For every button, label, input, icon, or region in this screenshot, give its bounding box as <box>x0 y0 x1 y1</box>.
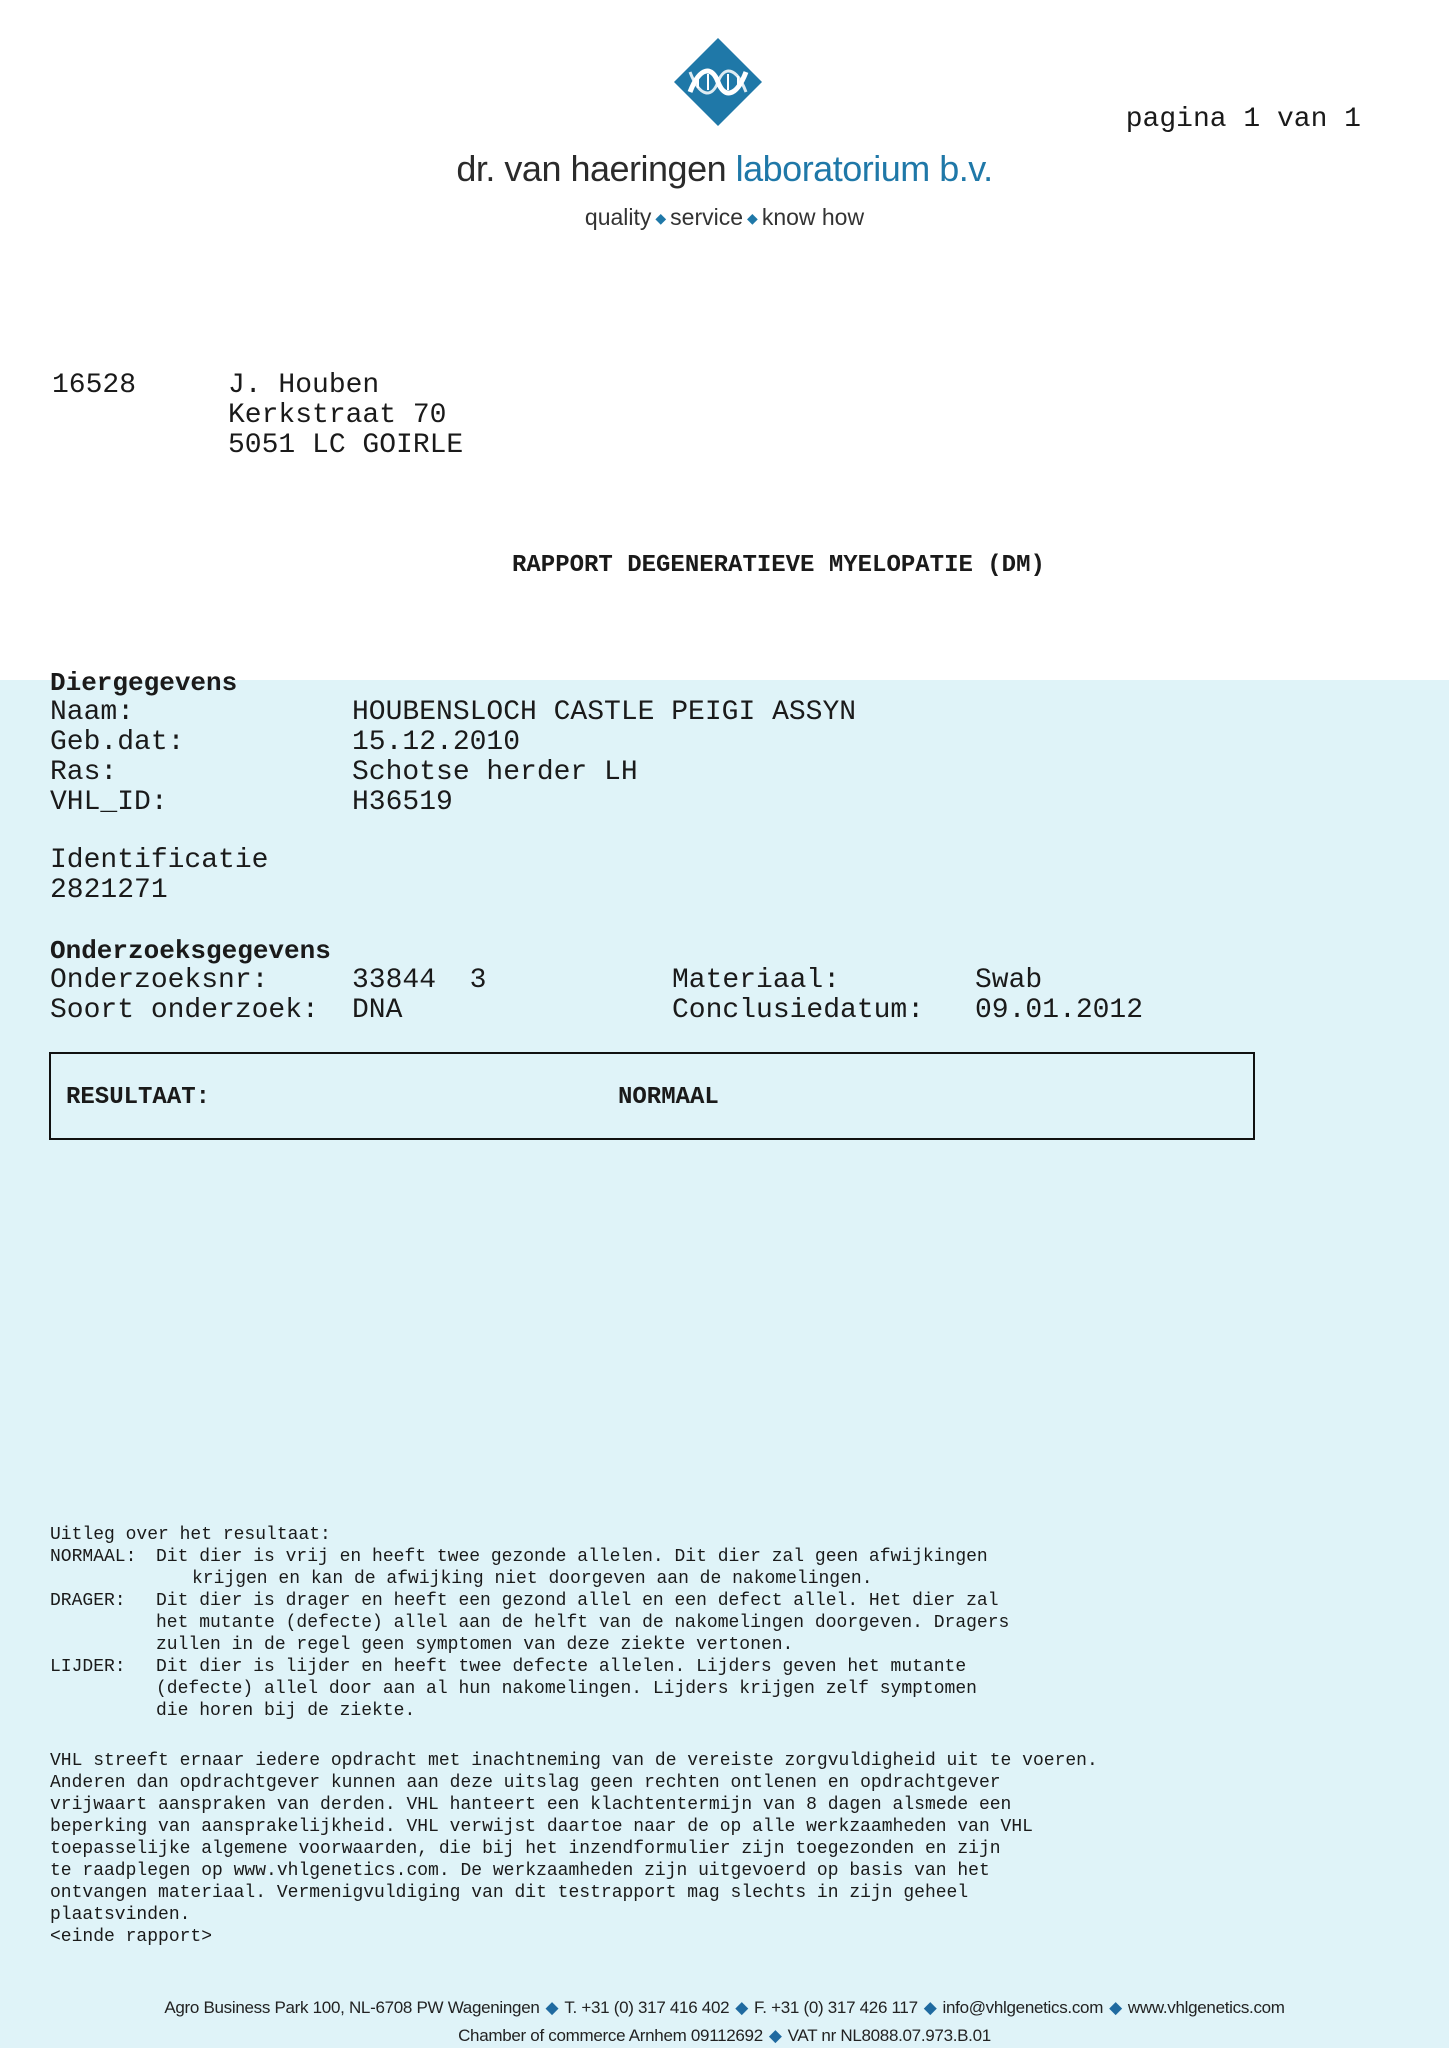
lijder-line-1: Dit dier is lijder en heeft twee defecte allelen. Lijders geven het mutante <box>156 1657 967 1677</box>
footer-fax: F. +31 (0) 317 426 117 <box>754 1998 918 2017</box>
normaal-line-2: krijgen en kan de afwijking niet doorgeven aan de nakomelingen. <box>192 1569 873 1589</box>
normaal-term: NORMAAL: <box>50 1547 137 1567</box>
footer-phone: T. +31 (0) 317 416 402 <box>564 1998 730 2017</box>
diamond-separator-icon: ◆ <box>655 210 667 227</box>
recipient-city: 5051 LC GOIRLE <box>228 430 464 461</box>
material-value: Swab <box>975 965 1043 996</box>
conclusion-date-value: 09.01.2012 <box>975 995 1144 1026</box>
animal-name-label: Naam: <box>50 697 135 728</box>
lab-name-prefix: dr. van haeringen <box>456 148 736 189</box>
disclaimer-line-1: VHL streeft ernaar iedere opdracht met inachtneming van de vereiste zorgvuldigheid uit te voeren. <box>50 1751 1098 1771</box>
result-value: NORMAAL <box>618 1084 719 1111</box>
drager-term: DRAGER: <box>50 1591 126 1611</box>
drager-line-2: het mutante (defecte) allel aan de helft van de nakomelingen doorgeven. Dragers <box>156 1613 1010 1633</box>
footer-vat: VAT nr NL8088.07.973.B.01 <box>787 2026 991 2045</box>
tagline-quality: quality <box>584 204 652 230</box>
footer-email: info@vhlgenetics.com <box>942 1998 1104 2017</box>
normaal-line-1: Dit dier is vrij en heeft twee gezonde allelen. Dit dier zal geen afwijkingen <box>156 1547 988 1567</box>
disclaimer-line-4: beperking van aansprakelijkheid. VHL verwijst daartoe naar de op alle werkzaamheden van VHL <box>50 1817 1033 1837</box>
lijder-line-2: (defecte) allel door aan al hun nakomelingen. Lijders krijgen zelf symptomen <box>156 1679 977 1699</box>
dna-diamond-logo-icon <box>672 36 764 128</box>
diamond-separator-icon: ◆ <box>768 2026 782 2045</box>
disclaimer-line-2: Anderen dan opdrachtgever kunnen aan deze uitslag geen rechten ontlenen en opdrachtgever <box>50 1773 1001 1793</box>
disclaimer-line-3: vrijwaart aanspraken van derden. VHL hanteert een klachtentermijn van 8 dagen alsmede een <box>50 1795 1012 1815</box>
diamond-separator-icon: ◆ <box>545 1998 559 2017</box>
footer-registration-line <box>0 2026 1449 2046</box>
examination-data-heading: Onderzoeksgegevens <box>50 936 331 966</box>
identification-value: 2821271 <box>50 875 168 906</box>
disclaimer-line-8: plaatsvinden. <box>50 1905 191 1925</box>
recipient-street: Kerkstraat 70 <box>228 400 447 431</box>
customer-number: 16528 <box>52 370 137 401</box>
diamond-separator-icon: ◆ <box>747 210 758 227</box>
exam-number-label: Onderzoeksnr: <box>50 965 269 996</box>
exam-type-label: Soort onderzoek: <box>50 995 319 1026</box>
vhl-id-value: H36519 <box>352 787 453 818</box>
dob-value: 15.12.2010 <box>352 727 521 758</box>
end-of-report: <einde rapport> <box>50 1927 213 1947</box>
drager-line-1: Dit dier is drager en heeft een gezond allel en een defect allel. Het dier zal <box>156 1591 999 1611</box>
dob-label: Geb.dat: <box>50 727 185 758</box>
vhl-id-label: VHL_ID: <box>50 787 168 818</box>
breed-label: Ras: <box>50 757 118 788</box>
footer-contact-line <box>0 1998 1449 2018</box>
page-indicator: pagina 1 van 1 <box>1125 104 1361 135</box>
conclusion-date-label: Conclusiedatum: <box>672 995 925 1026</box>
tagline-service: service <box>670 204 744 230</box>
footer-chamber: Chamber of commerce Arnhem 09112692 <box>458 2026 763 2045</box>
tagline-know-how: know how <box>761 204 865 230</box>
exam-type-value: DNA <box>352 995 403 1026</box>
drager-line-3: zullen in de regel geen symptomen van deze ziekte vertonen. <box>156 1635 794 1655</box>
identification-label: Identificatie <box>50 845 269 876</box>
animal-data-heading: Diergegevens <box>50 668 238 698</box>
disclaimer-line-5: toepasselijke algemene voorwaarden, die bij het inzendformulier zijn toegezonden en zijn <box>50 1839 1001 1859</box>
result-label: RESULTAAT: <box>66 1084 211 1111</box>
footer-website: www.vhlgenetics.com <box>1127 1998 1285 2017</box>
exam-number-value: 33844 3 <box>352 965 487 996</box>
breed-value: Schotse herder LH <box>352 757 638 788</box>
disclaimer-line-6: te raadplegen op www.vhlgenetics.com. De werkzaamheden zijn uitgevoerd op basis van het <box>50 1861 990 1881</box>
explanation-intro: Uitleg over het resultaat: <box>50 1525 331 1545</box>
lijder-term: LIJDER: <box>50 1657 126 1677</box>
lijder-line-3: die horen bij de ziekte. <box>156 1701 416 1721</box>
diamond-separator-icon: ◆ <box>1109 1998 1122 2017</box>
diamond-separator-icon: ◆ <box>735 1998 749 2017</box>
animal-name-value: HOUBENSLOCH CASTLE PEIGI ASSYN <box>352 697 857 728</box>
lab-name-accent: laboratorium b.v. <box>735 148 993 189</box>
diamond-separator-icon: ◆ <box>923 1998 937 2017</box>
report-title: RAPPORT DEGENERATIEVE MYELOPATIE (DM) <box>512 552 1045 579</box>
footer-address: Agro Business Park 100, NL-6708 PW Wageningen <box>164 1998 540 2017</box>
lab-name <box>0 148 1449 190</box>
material-label: Materiaal: <box>672 965 841 996</box>
disclaimer-line-7: ontvangen materiaal. Vermenigvuldiging van dit testrapport mag slechts in zijn geheel <box>50 1883 969 1903</box>
tagline <box>0 204 1449 231</box>
recipient-name: J. Houben <box>228 370 380 401</box>
